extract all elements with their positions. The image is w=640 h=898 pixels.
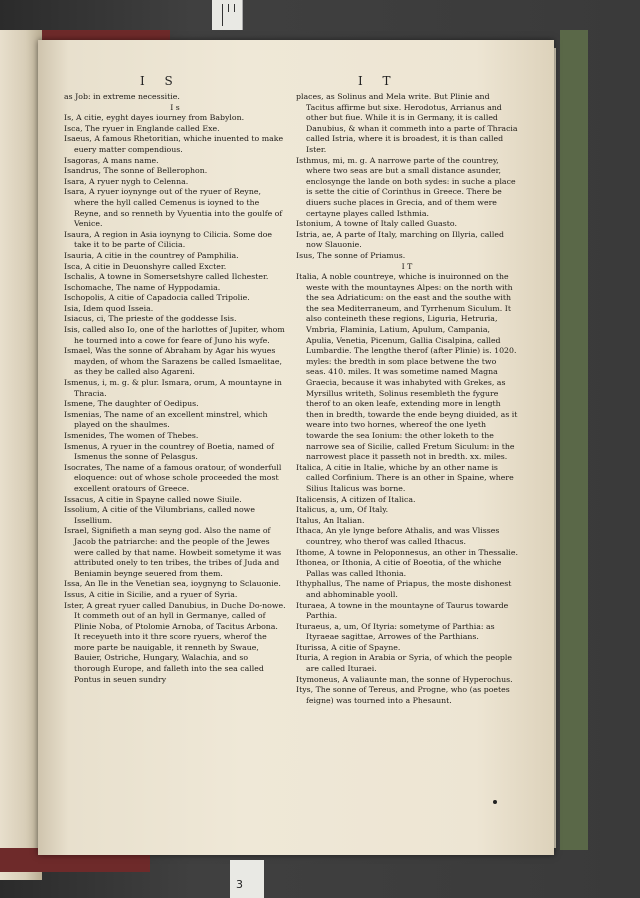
left-column	[64, 92, 286, 685]
dictionary-entry: Isca, A citie in Deuonshyre called Excter.	[64, 261, 227, 271]
dictionary-entry: as Job: in extreme necessitie.	[64, 92, 180, 101]
dictionary-entry: Isara, A ryuer ioynynge out of the ryuer of Reyne, where the hyll called Cemenus is ioyned to the Reyne, and so renneth by Vyuentia into the goulfe of Venice.	[64, 187, 283, 229]
dictionary-entry: Italia, A noble countreye, whiche is inuironned on the weste with the mountaynes Alpes: on the north with the sea Adriaticum: on the east and the southe with the sea Mediterraneum, and Tyrrhenum Siculum. It also conteineth these regions, Liguria, Hetruria, Vmbria, Flaminia, Latium, Apulum, Campania, Apulia, Venetia, Picenum, Gallia Cisalpina, called Lumbardie. The lengthe therof (after Plinie) is. 1020. myles: the bredth in som place betwene the two seas. 410. miles. It was sometime named Magna Graecia, because it was inhabyted with Grekes, as Myrsillus writeth, Solinus resembleth the fygure therof to an oken leafe, extending more in length then in bredth, towarde the ende beyng diuided, as it weare into two hornes, whereof the one lyeth towarde the sea Ionium: the other loketh to the narrowe sea of Sicilie, called Fretum Siculum: in the narrowest place it passeth not in bredth. xx. miles.	[296, 272, 518, 462]
dictionary-entry: Ismenus, i, m. g. & plur. Ismara, orum, A mountayne in Thracia.	[64, 378, 282, 398]
dictionary-entry: places, as Solinus and Mela write. But Plinie and Tacitus affirme but sixe. Herodotus, Arrianus and other but fiue. While it is in Germany, it is called Danubius, & whan it commeth into a parte of Thracia called Istria, where it is broadest, it is than called Ister.	[296, 92, 518, 154]
dictionary-entry: Ithonea, or Ithonia, A citie of Boeotia, of the whiche Pallas was called Ithonia.	[296, 558, 502, 578]
dictionary-entry: Iturissa, A citie of Spayne.	[296, 642, 401, 652]
dictionary-entry: Isara, A ryuer nygh to Celenna.	[64, 176, 189, 186]
dictionary-entry: Ithyphallus, The name of Priapus, the moste dishonest and abhominable yooll.	[296, 579, 512, 599]
dictionary-entry: Italicensis, A citizen of Italica.	[296, 494, 416, 504]
dictionary-entry: Ismenus, A ryuer in the countrey of Boetia, named of Ismenus the sonne of Pelasgus.	[64, 441, 274, 462]
dictionary-entry: Isaura, A region in Asia ioynyng to Cilicia. Some doe take it to be parte of Cilicia.	[64, 229, 273, 250]
ruler-mark: 3	[236, 878, 243, 891]
dictionary-entry: Issacus, A citie in Spayne called nowe Siuile.	[64, 494, 242, 504]
dictionary-entry: Ismenias, The name of an excellent minstrel, which played on the shaulmes.	[64, 409, 268, 430]
dictionary-entry: Isia, Idem quod Isseia.	[64, 303, 154, 313]
running-head-left: I S	[140, 74, 181, 88]
dictionary-entry: Isca, The ryuer in Englande called Exe.	[64, 123, 220, 133]
dictionary-entry: Ituria, A region in Arabia or Syria, of which the people are called Ituraei.	[296, 653, 513, 674]
dictionary-entry: Isandrus, The sonne of Bellerophon.	[64, 166, 208, 176]
dictionary-entry: Ismenides, The women of Thebes.	[64, 431, 199, 440]
running-head-right: I T	[358, 74, 399, 88]
dictionary-entry: Italicus, a, um, Of Italy.	[296, 505, 389, 515]
dictionary-entry: Isis, called also Io, one of the harlottes of Jupiter, whom he tourned into a cowe for feare of Juno his wyfe.	[64, 325, 285, 345]
facing-page-edge	[0, 30, 42, 880]
dictionary-entry: Italus, An Italian.	[296, 515, 365, 525]
dictionary-entry: Ismael, Was the sonne of Abraham by Agar his wyues mayden, of whom the Sarazens be called Ismaelitae, as they be called also Agareni.	[64, 346, 282, 377]
dictionary-entry: Istonium, A towne of Italy called Guasto.	[296, 219, 457, 229]
section-letter: I s	[170, 102, 180, 112]
dictionary-entry: Issolium, A citie of the Vilumbrians, called nowe Issellium.	[64, 505, 255, 525]
dictionary-entry: Itys, The sonne of Tereus, and Progne, who (as poetes feigne) was tourned into a Phesaunt.	[296, 685, 510, 705]
dictionary-entry: Issus, A citie in Sicilie, and a ryuer of Syria.	[64, 589, 238, 599]
dictionary-entry: Isocrates, The name of a famous oratour, of wonderfull eloquence: out of whose schole proceeded the most excellent oratours of Greece.	[64, 462, 282, 493]
ink-dot	[493, 800, 497, 804]
dictionary-entry: Ithaca, An yle lynge before Athalis, and was Vlisses countrey, who therof was called Ithacus.	[296, 526, 500, 546]
dictionary-entry: Italica, A citie in Italie, whiche by an other name is called Corfinium. There is an other in Spaine, where Silius Italicus was borne.	[296, 462, 514, 493]
dictionary-entry: Issa, An Ile in the Venetian sea, ioygnyng to Sclauonie.	[64, 579, 281, 589]
dictionary-entry: Isaeus, A famous Rhetoritian, whiche inuented to make euery matter compendious.	[64, 134, 284, 154]
dictionary-entry: Isthmus, mi, m. g. A narrowe parte of the countrey, where two seas are but a small distance asunder, enclosynge the lande on both sydes: in suche a place is sette the citie of Corinthus in Greece. There be diuers suche places in Grecia, and of them were certayne playes called Isthmia.	[296, 155, 516, 218]
dictionary-entry: Is, A citie, eyght dayes iourney from Babylon.	[64, 113, 245, 123]
section-letter: I T	[401, 261, 413, 271]
top-ruler	[212, 0, 243, 30]
right-column	[296, 92, 518, 706]
dictionary-entry: Ismene, The daughter of Oedipus.	[64, 399, 199, 409]
dictionary-entry: Isiacus, ci, The prieste of the goddesse Isis.	[64, 314, 237, 324]
cradle-edge	[560, 30, 588, 850]
dictionary-entry: Ituraea, A towne in the mountayne of Taurus towarde Parthia.	[296, 600, 509, 621]
dictionary-entry: Ischomache, The name of Hyppodamia.	[64, 282, 221, 292]
dictionary-entry: Ituraeus, a, um, Of Ityria: sometyme of Parthia: as Ityraeae sagittae, Arrowes of the Parthians.	[296, 621, 495, 642]
binding-strip-top	[30, 30, 170, 40]
dictionary-entry: Itymoneus, A valiaunte man, the sonne of Hyperochus.	[296, 674, 513, 684]
book-page	[38, 40, 554, 855]
dictionary-entry: Ischalis, A towne in Somersetshyre called Ilchester.	[64, 272, 269, 282]
dictionary-entry: Ister, A great ryuer called Danubius, in Duche Do-nowe. It commeth out of an hyll in Germanye, called of Plinie Noba, of Ptolomie Arnoba, of Tacitus Arbona. It receyueth into it thre score ryuers, wherof the more parte be nauigable, it renneth by Swaue, Bauier, Ostriche, Hungary, Walachia, and so thorough Europe, and falleth into the sea called Pontus in seuen sundry	[64, 600, 286, 684]
dictionary-entry: Isus, The sonne of Priamus.	[296, 250, 406, 260]
bottom-ruler	[230, 860, 264, 898]
dictionary-entry: Isauria, A citie in the countrey of Pamphilia.	[64, 250, 239, 260]
dictionary-entry: Istria, ae, A parte of Italy, marching on Illyria, called now Slauonie.	[296, 229, 504, 250]
dictionary-entry: Isagoras, A mans name.	[64, 155, 159, 165]
dictionary-entry: Israel, Signifieth a man seyng god. Also the name of Jacob the patriarche: and the people of the Jewes were called by that name. Howbeit sometyme it was attributed onely to ten tribes, the tribes of Juda and Beniamin beynge seuered from them.	[64, 526, 282, 578]
dictionary-entry: Ithome, A towne in Peloponnesus, an other in Thessalie.	[296, 547, 519, 557]
dictionary-entry: Ischopolis, A citie of Capadocia called Tripolie.	[64, 293, 250, 303]
